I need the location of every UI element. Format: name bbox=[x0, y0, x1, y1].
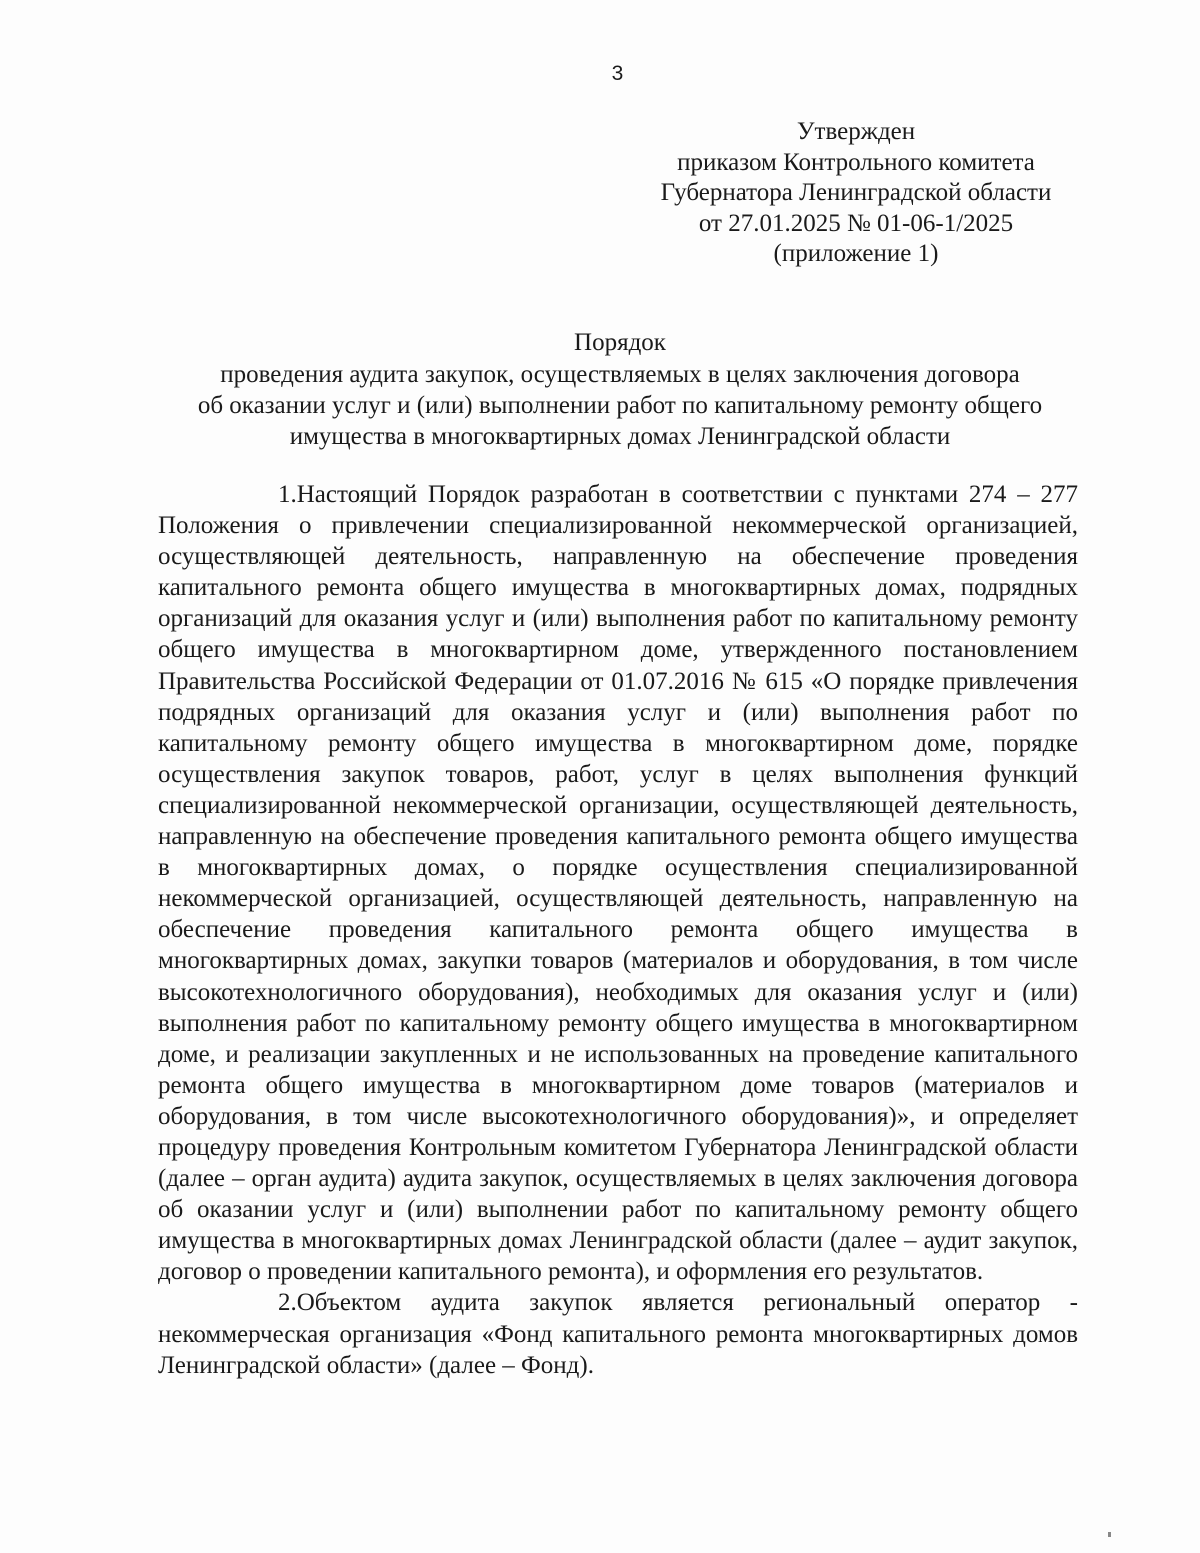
approval-line: (приложение 1) bbox=[773, 240, 939, 267]
paragraph-number: 1. bbox=[278, 481, 297, 508]
paragraph-2 bbox=[158, 1287, 1078, 1380]
page-number: 3 bbox=[611, 62, 624, 85]
title-line: имущества в многоквартирных домах Ленинградской области bbox=[289, 423, 951, 450]
approval-line: Утвержден bbox=[796, 118, 916, 145]
paragraph-text: Объектом аудита закупок является региональный оператор - некоммерческая организация «Фонд капитального ремонта многоквартирных домов Ленинградской области» (далее – Фонд). bbox=[158, 1289, 1078, 1379]
title-heading: Порядок bbox=[574, 329, 666, 356]
document-body bbox=[158, 479, 1078, 1381]
document-title bbox=[160, 327, 1080, 452]
approval-line: от 27.01.2025 № 01-06-1/2025 bbox=[698, 209, 1014, 237]
approval-line: приказом Контрольного комитета bbox=[677, 148, 1035, 176]
title-line: проведения аудита закупок, осуществляемых в целях заключения договора bbox=[220, 361, 1020, 388]
approval-line: Губернатора Ленинградской области bbox=[660, 179, 1052, 206]
scan-artifact bbox=[1108, 1532, 1111, 1537]
paragraph-number: 2. bbox=[278, 1289, 297, 1317]
paragraph-1 bbox=[158, 479, 1078, 1287]
approval-stamp-block bbox=[640, 117, 1072, 270]
title-line: об оказании услуг и (или) выполнении работ по капитальному ремонту общего bbox=[197, 392, 1043, 419]
paragraph-text: Настоящий Порядок разработан в соответствии с пунктами 274 – 277 Положения о привлечении специализированной некоммерческой организацией, осуществляющей деятельность, направленную на обеспечение проведения капитального ремонта общего имущества в многоквартирных домах, подрядных организаций для оказания услуг и (или) выполнения работ по капитальному ремонту общего имущества в многоквартирном доме, утвержденного постановлением Правительства Российской Федерации от 01.07.2016 № 615 «О порядке привлечения подрядных организаций для оказания услуг и (или) выполнения работ по капитальному ремонту общего имущества в многоквартирном доме, порядке осуществления закупок товаров, работ, услуг в целях выполнения функций специализированной некоммерческой организации, осуществляющей деятельность, направленную на обеспечение проведения капитального ремонта общего имущества в многоквартирных домах, о порядке осуществления специализированной некоммерческой организацией, осуществляющей деятельность, направленную на обеспечение проведения капитального ремонта общего имущества в многоквартирных домах, закупки товаров (материалов и оборудования, в том числе высокотехнологичного оборудования), необходимых для оказания услуг и (или) выполнения работ по капитальному ремонту общего имущества в многоквартирном доме, и реализации закупленных и не использованных на проведение капитального ремонта общего имущества в многоквартирном доме товаров (материалов и оборудования, в том числе высокотехнологичного оборудования)», и определяет процедуру проведения Контрольным комитетом Губернатора Ленинградской области (далее – орган аудита) аудита закупок, осуществляемых в целях заключения договора об оказании услуг и (или) выполнении работ по капитальному ремонту общего имущества в многоквартирных домах Ленинградской области (далее – аудит закупок, договор о проведении капитального ремонта), и оформления его результатов. bbox=[158, 481, 1078, 1286]
